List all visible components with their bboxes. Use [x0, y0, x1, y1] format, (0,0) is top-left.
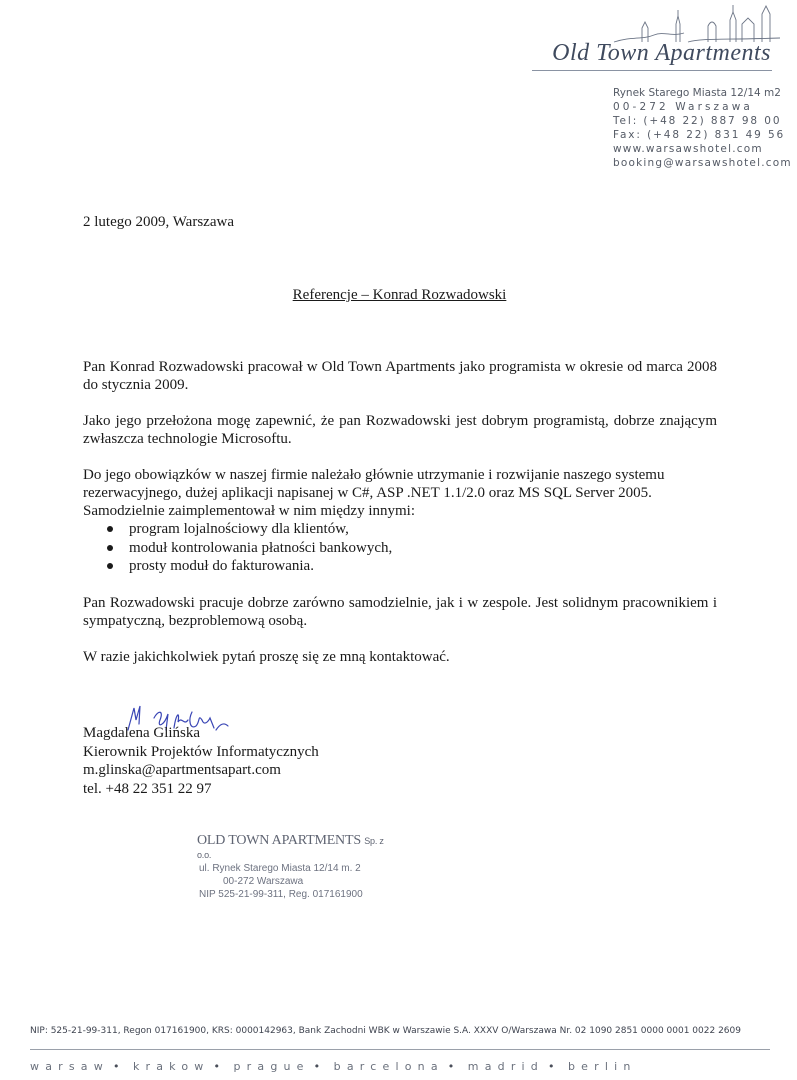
- letter-body: [83, 358, 717, 684]
- website: www.warsawshotel.com: [613, 143, 763, 155]
- list-item-text: program lojalnościowy dla klientów,: [129, 521, 349, 537]
- letterhead-contact: [613, 86, 792, 170]
- subject-text: Referencje – Konrad Rozwadowski: [292, 287, 507, 303]
- list-item-text: moduł kontrolowania płatności bankowych,: [129, 539, 393, 556]
- city-warsaw: warsaw: [30, 1060, 109, 1073]
- signatory-block: [83, 724, 319, 798]
- separator-icon: •: [313, 1060, 321, 1073]
- stamp-address: ul. Rynek Starego Miasta 12/14 m. 2: [199, 863, 361, 874]
- bullet-icon: [107, 563, 113, 569]
- brand-name: Old Town Apartments: [552, 40, 771, 66]
- bullet-icon: [107, 526, 113, 532]
- city-prague: prague: [233, 1060, 310, 1073]
- responsibilities-line-3: Samodzielnie zaimplementował w nim między innymi:: [83, 503, 416, 519]
- letter-date: 2 lutego 2009, Warszawa: [83, 214, 234, 230]
- brand-divider: [532, 70, 772, 71]
- company-stamp: [197, 834, 387, 901]
- address-line-1: Rynek Starego Miasta 12/14 m2: [613, 87, 781, 99]
- signatory-name: Magdalena Glińska: [83, 725, 201, 741]
- paragraph-responsibilities: [83, 466, 717, 576]
- stamp-company-suffix: Sp. z o.o.: [197, 836, 384, 860]
- paragraph-contact: W razie jakichkolwiek pytań proszę się ze mną kontaktować.: [83, 648, 450, 665]
- city-krakow: krakow: [132, 1060, 210, 1073]
- city-berlin: berlin: [567, 1060, 637, 1073]
- city-barcelona: barcelona: [333, 1060, 444, 1073]
- bullet-icon: [107, 545, 113, 551]
- paragraph-teamwork: Pan Rozwadowski pracuje dobrze zarówno samodzielnie, jak i w zespole. Jest solidnym pracownikiem i sympatyczną, bezproblemową osobą.: [83, 594, 717, 629]
- booking-email: booking@warsawshotel.com: [613, 157, 792, 169]
- spacer: [83, 576, 717, 594]
- letter-subject: [0, 287, 797, 304]
- stamp-company: [197, 834, 387, 862]
- separator-icon: •: [112, 1060, 120, 1073]
- city-madrid: madrid: [467, 1060, 544, 1073]
- footer-registration: NIP: 525-21-99-311, Regon 017161900, KRS: 0000142963, Bank Zachodni WBK w Warszawie S.A. XXXV O/Warszawa Nr. 02 1090 2851 0000 0001 0022 2609: [30, 1026, 741, 1036]
- signatory-phone: tel. +48 22 351 22 97: [83, 780, 212, 797]
- stamp-city: 00-272 Warszawa: [223, 876, 304, 887]
- fax-number: Fax: (+48 22) 831 49 56: [613, 129, 786, 141]
- separator-icon: •: [547, 1060, 555, 1073]
- phone-number: Tel: (+48 22) 887 98 00: [613, 115, 782, 127]
- achievements-list: [83, 520, 717, 576]
- stamp-tax-id: NIP 525-21-99-311, Reg. 017161900: [199, 889, 363, 900]
- separator-icon: •: [447, 1060, 455, 1073]
- responsibilities-line-1: Do jego obowiązków w naszej firmie należało głównie utrzymanie i rozwijanie naszego systemu: [83, 467, 665, 483]
- footer-divider: [30, 1049, 770, 1050]
- signatory-title: Kierownik Projektów Informatycznych: [83, 743, 319, 760]
- paragraph-assessment: Jako jego przełożona mogę zapewnić, że pan Rozwadowski jest dobrym programistą, dobrze znającym zwłaszcza technologie Microsoftu.: [83, 413, 717, 447]
- list-item: [83, 557, 717, 576]
- responsibilities-line-2: rezerwacyjnego, dużej aplikacji napisanej w C#, ASP .NET 1.1/2.0 oraz MS SQL Server 2005.: [83, 485, 652, 501]
- separator-icon: •: [213, 1060, 220, 1073]
- footer-cities: [30, 1060, 770, 1073]
- signatory-email: m.glinska@apartmentsapart.com: [83, 762, 281, 778]
- stamp-company-name: OLD TOWN APARTMENTS: [197, 833, 361, 848]
- paragraph-employment: Pan Konrad Rozwadowski pracował w Old Town Apartments jako programista w okresie od marca 2008 do stycznia 2009.: [83, 359, 717, 393]
- list-item: [83, 520, 717, 539]
- list-item-text: prosty moduł do fakturowania.: [129, 558, 314, 574]
- list-item: [83, 539, 717, 558]
- address-line-2: 00-272 Warszawa: [613, 101, 753, 113]
